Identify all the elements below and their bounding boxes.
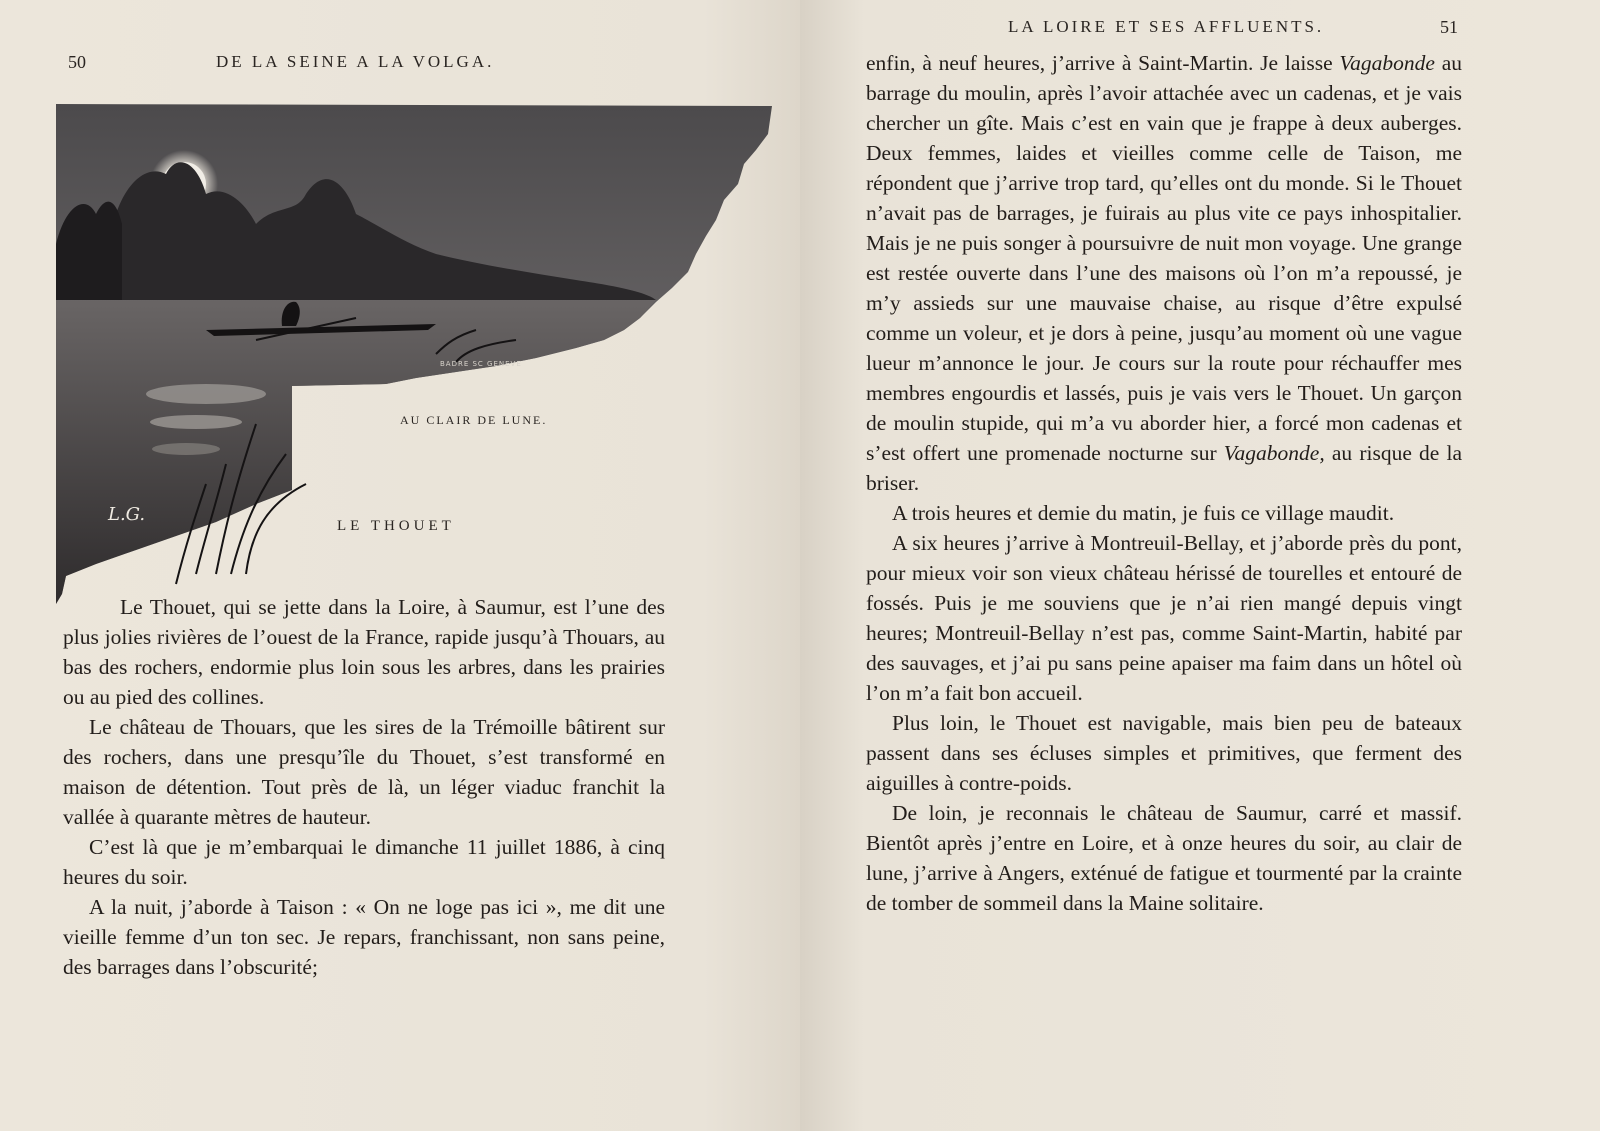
paragraph: C’est là que je m’embarquai le dimanche 11 juillet 1886, à cinq heures du soir. xyxy=(63,835,665,889)
right-page-text xyxy=(866,48,1462,918)
paragraph: A trois heures et demie du matin, je fuis ce village maudit. xyxy=(892,501,1395,525)
section-title: LE THOUET xyxy=(337,518,455,534)
boat-name: Vagabonde xyxy=(1339,51,1435,75)
paragraph xyxy=(866,48,1462,498)
illustration-caption: AU CLAIR DE LUNE. xyxy=(400,413,548,427)
artist-signature: L.G. xyxy=(108,504,146,525)
boat-name: Vagabonde, xyxy=(1223,441,1325,465)
paragraph: De loin, je reconnais le château de Saumur, carré et massif. Bientôt après j’entre en Loire, et à onze heures du soir, au clair de lune, j’arrive à Angers, exténué de fatigue et tourmenté par la crainte de tomber de sommeil dans la Maine solitaire. xyxy=(866,801,1462,915)
running-head-left: DE LA SEINE A LA VOLGA. xyxy=(216,52,495,71)
page-number-right: 51 xyxy=(1440,17,1458,37)
paragraph: Le Thouet, qui se jette dans la Loire, à Saumur, est l’une des plus jolies rivières de l’ouest de la France, rapide jusqu’à Thouars, au bas des rochers, endormie plus loin sous les arbres, dans les prairies ou au pied des collines. xyxy=(63,595,665,709)
running-head-right: LA LOIRE ET SES AFFLUENTS. xyxy=(1008,17,1325,36)
left-page-text xyxy=(63,592,665,982)
paragraph: Le château de Thouars, que les sires de la Trémoille bâtirent sur des rochers, dans une presqu’île du Thouet, s’est transformé en maison de détention. Tout près de là, un léger viaduc franchit la vallée à quarante mètres de hauteur. xyxy=(63,715,665,829)
page-number-left: 50 xyxy=(68,52,86,72)
engraver-credit: BADRE SC GENEVE xyxy=(440,360,522,368)
paragraph: A six heures j’arrive à Montreuil-Bellay, et j’aborde près du pont, pour mieux voir son vieux château hérissé de tourelles et entouré de fossés. Puis je me souviens que je n’ai rien mangé depuis vingt heures; Montreuil-Bellay n’est pas, comme Saint-Martin, habité par des sauvages, et j’ai pu sans peine apaiser ma faim dans un hôtel où l’on m’a fait bon accueil. xyxy=(866,531,1462,705)
text-run: au risque de la briser. xyxy=(866,441,1462,495)
paragraph: Plus loin, le Thouet est navigable, mais bien peu de bateaux passent dans ses écluses simples et primitives, que ferment des aiguilles à contre-poids. xyxy=(866,711,1462,795)
text-run: enfin, à neuf heures, j’arrive à Saint-Martin. Je laisse xyxy=(866,51,1340,75)
right-page xyxy=(800,0,1600,1131)
paragraph: A la nuit, j’aborde à Taison : « On ne loge pas ici », me dit une vieille femme d’un ton sec. Je repars, franchissant, non sans peine, des barrages dans l’obscurité; xyxy=(63,895,665,979)
text-run: au barrage du moulin, après l’avoir attachée avec un cadenas, et je vais chercher un gîte. Mais c’est en vain que je frappe à deux auberges. Deux femmes, laides et vieilles comme celle de Taison, me répondent que j’arrive trop tard, qu’elles ont du monde. Si le Thouet n’avait pas de barrages, je fuirais au plus vite ce pays inhospitalier. Mais je ne puis songer à poursuivre de nuit mon voyage. Une grange est restée ouverte dans l’une des maisons où l’on m’a repoussé, je m’y assieds sur une mauvaise chaise, au risque d’être expulsé comme un voleur, et je dors à peine, jusqu’au moment où une vague lueur m’annonce le jour. Je cours sur la route pour réchauffer mes membres engourdis et lassés, puis je vais vers le Thouet. Un garçon de moulin stupide, qui m’a vu aborder hier, a forcé mon cadenas et s’est offert une promenade nocturne sur xyxy=(866,51,1462,465)
